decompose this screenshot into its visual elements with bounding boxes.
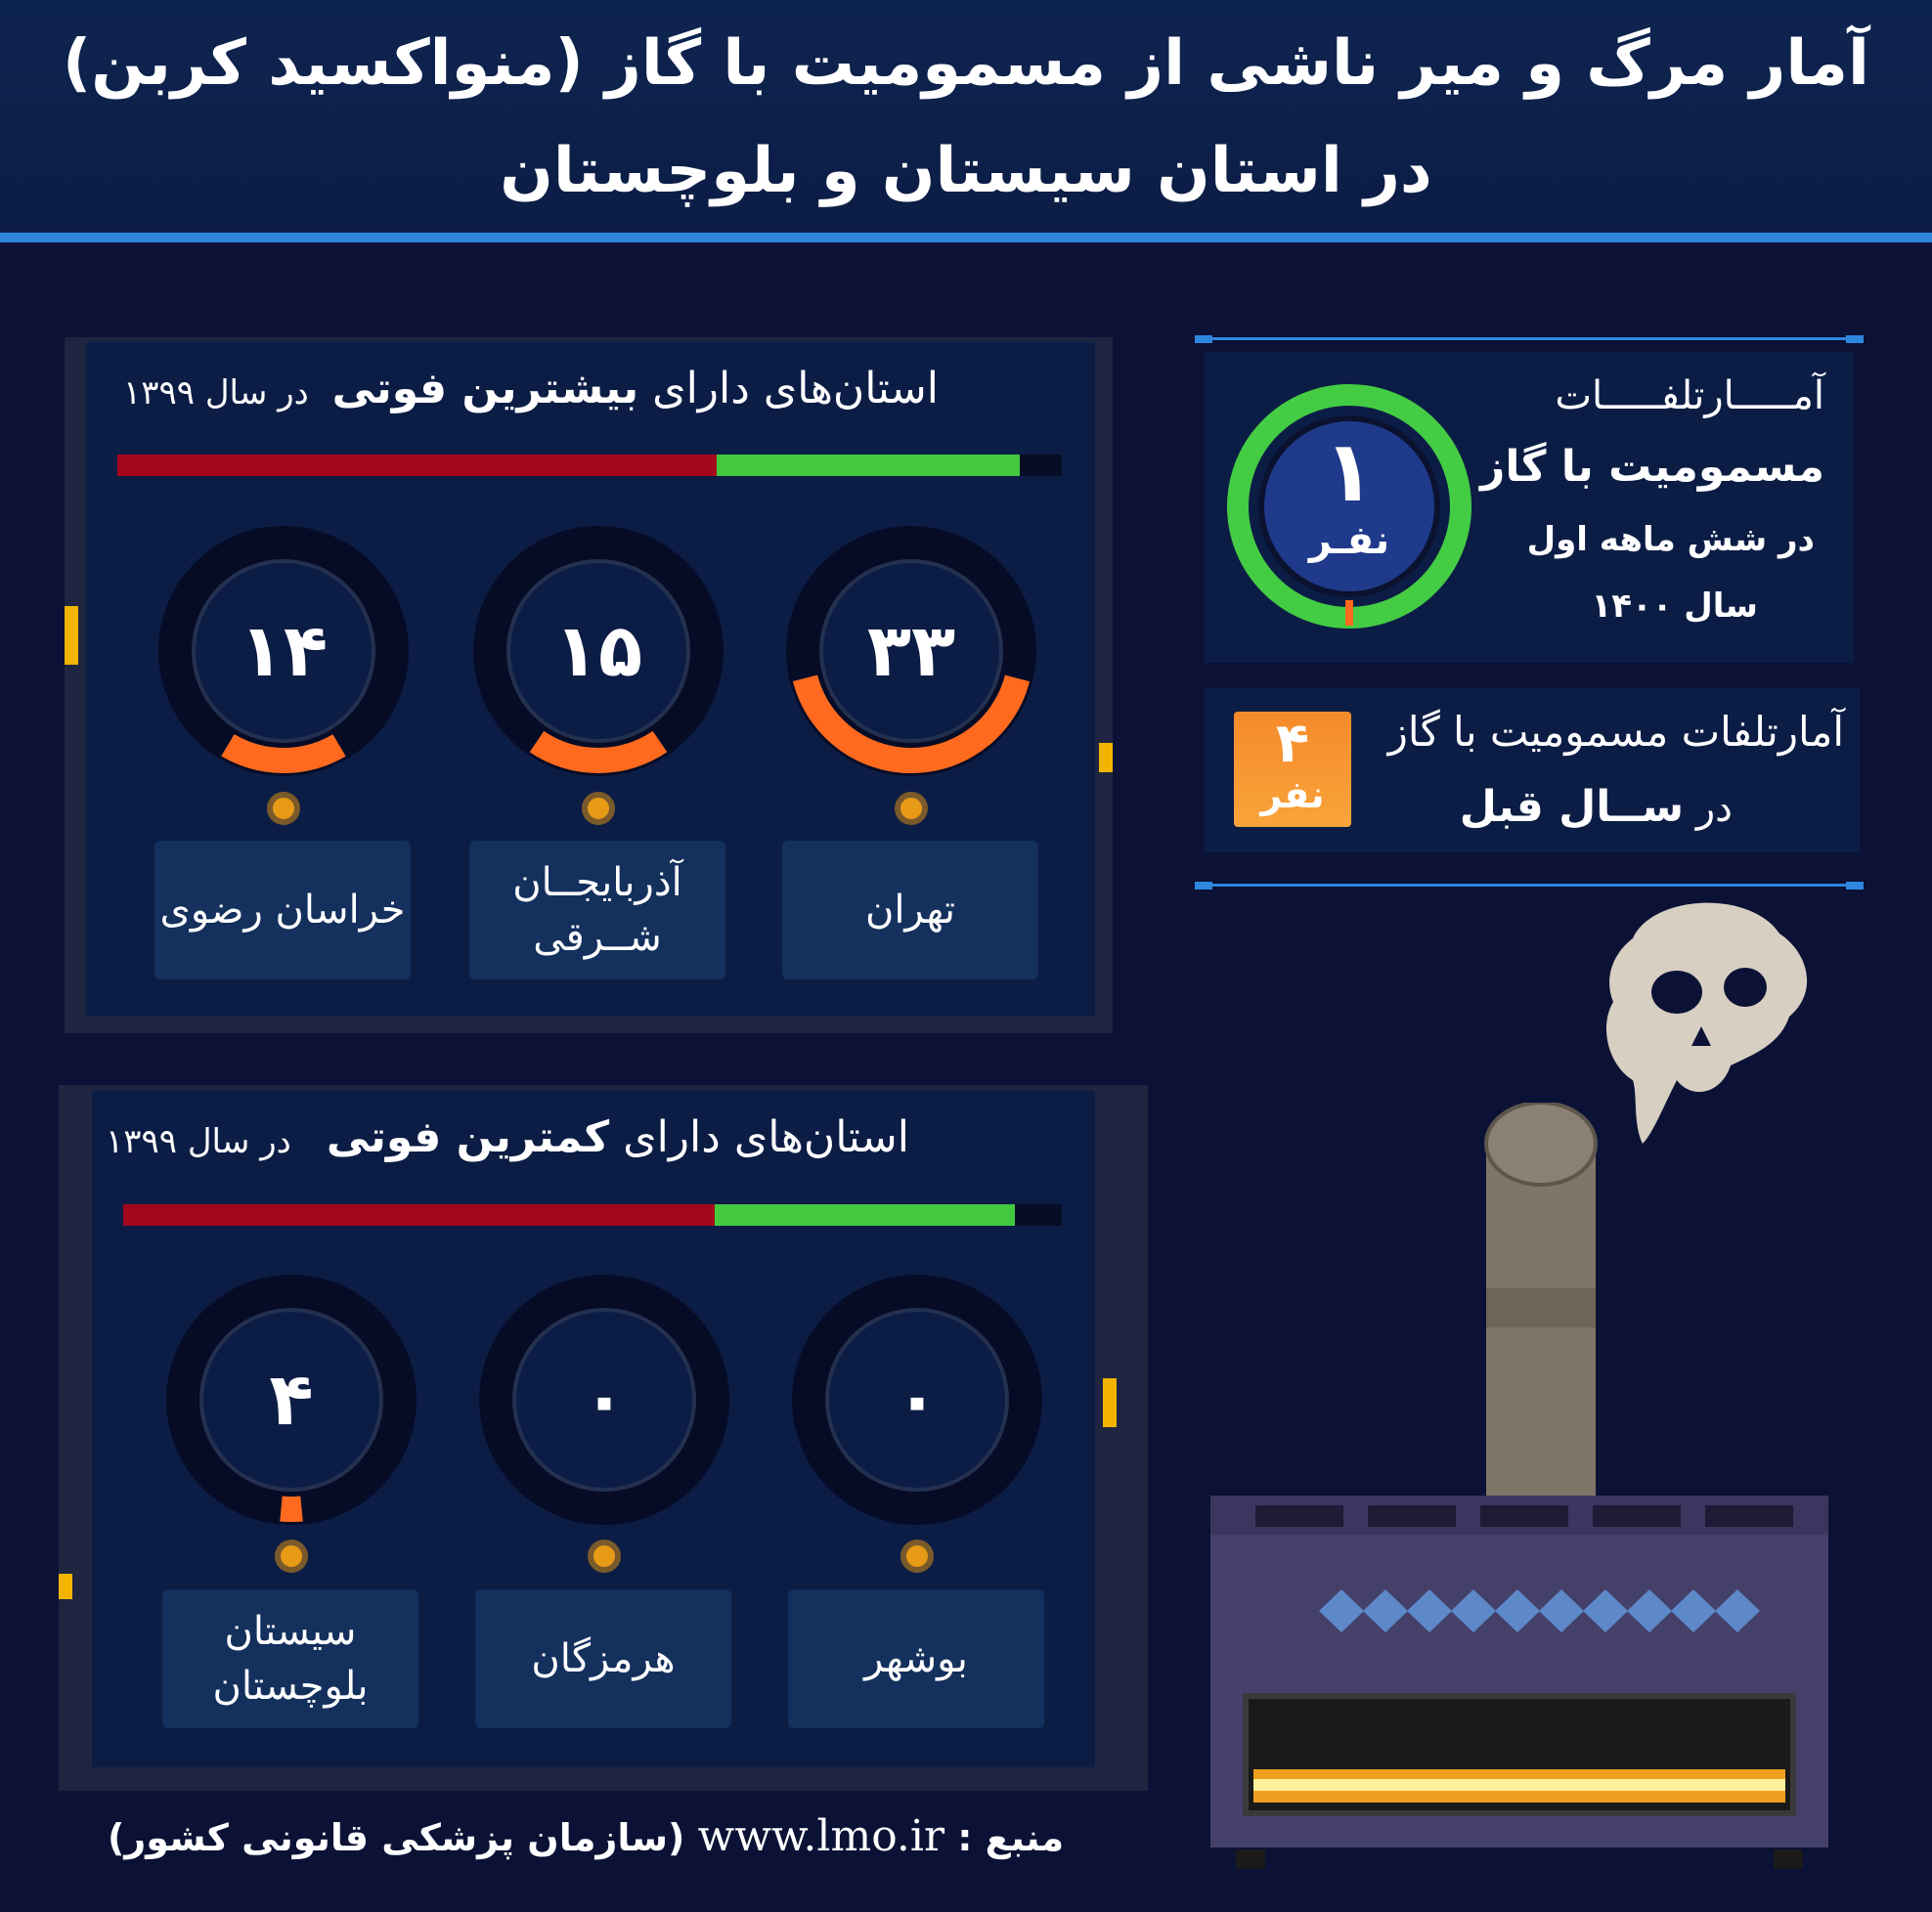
gauge-dot [895,792,928,825]
gauge-value: ۴ [269,1358,314,1442]
previous-count-badge [1234,712,1351,827]
gauge-most-0 [784,524,1038,778]
province-name-box [162,1589,418,1728]
current-label-2: مسمومیت با گاز [1480,442,1824,492]
header [0,0,1932,233]
divider-cap [1195,882,1212,890]
previous-count: ۴ [1275,712,1310,775]
source-url[interactable]: www.lmo.ir [697,1811,945,1861]
province-name: آذربایجــان [512,860,682,905]
panel-least-title [327,1112,909,1162]
title-prefix: استان‌های دارای [623,1112,909,1162]
current-label-1: آمـــــارتلفـــــات [1555,373,1824,418]
page-title: آمار مرگ و میر ناشی از مسمومیت با گاز (منواکسید کربن) [63,27,1869,100]
gauge-least-1 [477,1273,731,1527]
bar-remaining [1015,1204,1062,1226]
province-name-box [154,841,411,979]
gauge-least-2 [164,1273,418,1527]
gauge-value: ۰ [895,1358,940,1442]
province-name-box [782,841,1038,979]
province-name-box [469,841,725,979]
progress-bar-most [117,455,1062,476]
bar-remaining [1020,455,1062,476]
divider-cap [1846,335,1864,343]
province-name: تهران [864,888,956,933]
province-name-box [475,1589,731,1728]
gauge-dot [275,1540,308,1573]
current-count-group [1222,379,1476,633]
chimney-icon [1474,1103,1611,1513]
source-org: (سازمان پزشکی قانونی کشور) [108,1816,685,1859]
gauge-most-2 [156,524,411,778]
previous-label-1: آمارتلفات مسمومیت با گاز [1387,708,1844,756]
panel-least-year: در سال ۱۳۹۹ [106,1122,291,1161]
gauge-least-0 [790,1273,1044,1527]
divider-bottom [1195,884,1864,887]
province-name-box [788,1589,1044,1728]
skull-smoke-icon [1584,899,1819,1153]
source-label: منبع : [957,1816,1065,1859]
province-name: سیستان [224,1609,357,1654]
title-bold: کمترین فوتی [326,1112,610,1162]
bar-green [715,1204,1015,1226]
current-stats-box [1205,352,1854,663]
gauge-value: ۳۳ [866,609,956,693]
bar-red [123,1204,715,1226]
header-divider [0,233,1932,242]
province-name: هرمزگان [531,1636,676,1681]
source-line [108,1811,1064,1861]
gauge-dot [582,792,615,825]
divider-top [1195,337,1864,340]
previous-label-prefix: در [1695,786,1733,831]
bar-red [117,455,717,476]
decor-edge [65,606,78,665]
current-unit: نفـر [1308,518,1390,563]
bar-green [717,455,1019,476]
divider-cap [1195,335,1212,343]
province-name-line2: بلوچستان [212,1664,369,1709]
previous-unit: نفر [1260,773,1325,816]
decor-edge [59,1574,72,1599]
page-subtitle: در استان سیستان و بلوچستان [500,135,1432,207]
title-prefix: استان‌های دارای [652,364,939,413]
previous-stats-box [1205,688,1860,852]
divider-cap [1846,882,1864,890]
previous-label-2 [1460,782,1733,832]
gauge-most-1 [471,524,725,778]
gauge-dot [588,1540,621,1573]
panel-most-title [332,364,939,413]
gauge-value: ۱۴ [239,609,329,693]
decor-edge [1103,1378,1117,1427]
gauge-dot [267,792,300,825]
current-count: ۱ [1323,423,1376,521]
gauge-value: ۰ [582,1358,627,1442]
decor-edge [1099,743,1113,772]
title-bold: بیشترین فوتی [331,364,639,413]
progress-bar-least [123,1204,1062,1226]
province-name: بوشهر [864,1636,968,1681]
gauge-dot [900,1540,934,1573]
panel-most-year: در سال ۱۳۹۹ [123,373,309,413]
province-name: خراسان رضوی [159,888,406,933]
heater-icon [1197,1486,1842,1906]
previous-label-bold: ســال قبل [1459,782,1685,832]
gauge-value: ۱۵ [553,609,643,693]
province-name-line2: شــرقی [533,915,662,960]
current-label-4: سال ۱۴۰۰ [1591,587,1758,626]
current-label-3: در شش ماهه اول [1526,520,1815,559]
